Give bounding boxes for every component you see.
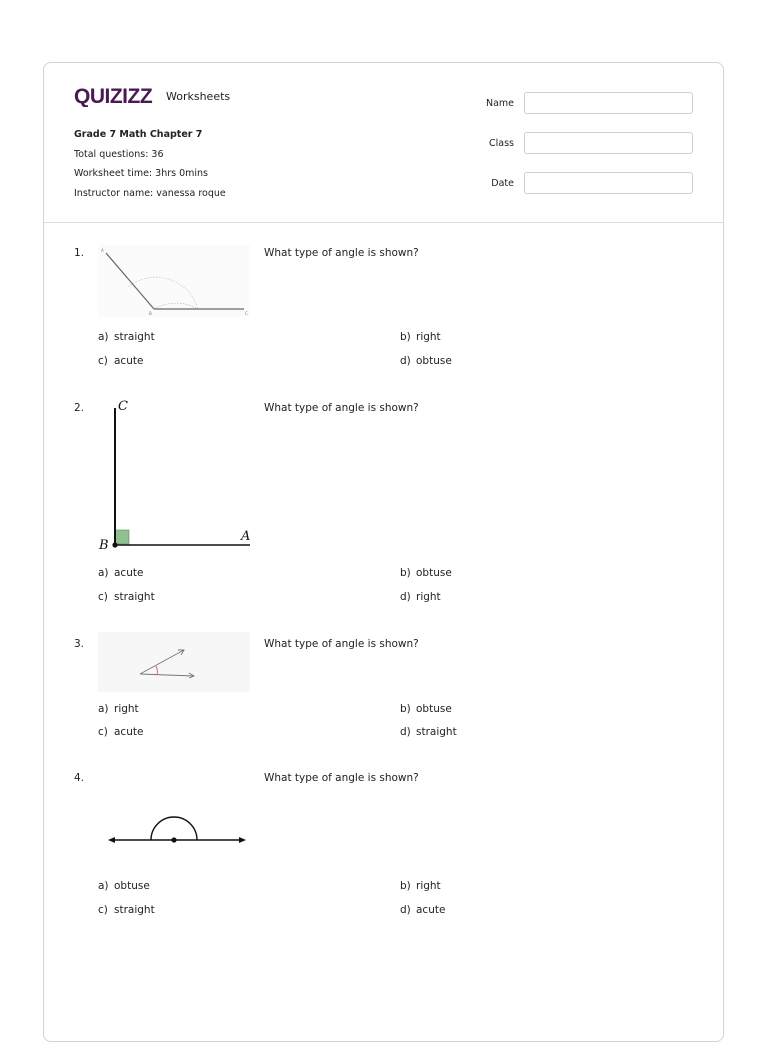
name-field-row: [463, 91, 693, 115]
question-text: What type of angle is shown?: [264, 247, 419, 259]
option-b[interactable]: b) obtuse: [400, 567, 452, 579]
question-number: 3.: [74, 638, 85, 650]
straight-angle-figure: [98, 806, 250, 856]
option-c[interactable]: c) straight: [98, 591, 155, 603]
option-a[interactable]: a) obtuse: [98, 880, 150, 892]
question-number: 4.: [74, 772, 85, 784]
acute-angle-figure: [98, 632, 250, 692]
option-d[interactable]: d) right: [400, 591, 441, 603]
quizizz-logo: [74, 85, 160, 107]
instructor-name: Instructor name: vanessa roque: [74, 187, 226, 199]
right-angle-figure: [98, 398, 253, 552]
worksheet-meta: [74, 125, 226, 203]
svg-text:A: A: [241, 529, 251, 544]
obtuse-angle-figure: [98, 245, 250, 317]
worksheet-title: Grade 7 Math Chapter 7: [74, 129, 203, 140]
student-fields: [463, 91, 693, 211]
class-label: Class: [489, 137, 514, 149]
date-field-row: [463, 171, 693, 195]
worksheet-time: Worksheet time: 3hrs 0mins: [74, 168, 208, 179]
option-b[interactable]: b) right: [400, 331, 441, 343]
question-text: What type of angle is shown?: [264, 772, 419, 784]
option-a[interactable]: a) straight: [98, 331, 155, 343]
question-text: What type of angle is shown?: [264, 402, 419, 414]
option-c[interactable]: c) straight: [98, 904, 155, 916]
question-text: What type of angle is shown?: [264, 638, 419, 650]
question-number: 1.: [74, 247, 85, 259]
total-questions: Total questions: 36: [74, 148, 164, 160]
class-field-row: [463, 131, 693, 155]
svg-text:QUIZIZZ: QUIZIZZ: [74, 85, 153, 107]
class-field[interactable]: [524, 132, 693, 154]
brand-suffix: Worksheets: [166, 90, 231, 103]
svg-text:B: B: [99, 538, 109, 552]
svg-text:C: C: [245, 311, 248, 316]
option-c[interactable]: c) acute: [98, 355, 144, 367]
name-label: Name: [485, 97, 514, 109]
svg-text:A: A: [101, 248, 104, 253]
date-label: Date: [491, 177, 514, 189]
worksheet-header: [44, 63, 723, 223]
option-a[interactable]: a) acute: [98, 567, 144, 579]
svg-text:C: C: [118, 399, 128, 414]
worksheet-page: [43, 62, 724, 1042]
question-number: 2.: [74, 402, 85, 414]
option-d[interactable]: d) obtuse: [400, 355, 452, 367]
date-field[interactable]: [524, 172, 693, 194]
name-field[interactable]: [524, 92, 693, 114]
option-d[interactable]: d) straight: [400, 726, 457, 738]
option-a[interactable]: a) right: [98, 703, 139, 715]
brand: [74, 85, 230, 107]
option-d[interactable]: d) acute: [400, 904, 446, 916]
option-c[interactable]: c) acute: [98, 726, 144, 738]
option-b[interactable]: b) right: [400, 880, 441, 892]
svg-text:B: B: [149, 311, 152, 316]
option-b[interactable]: b) obtuse: [400, 703, 452, 715]
